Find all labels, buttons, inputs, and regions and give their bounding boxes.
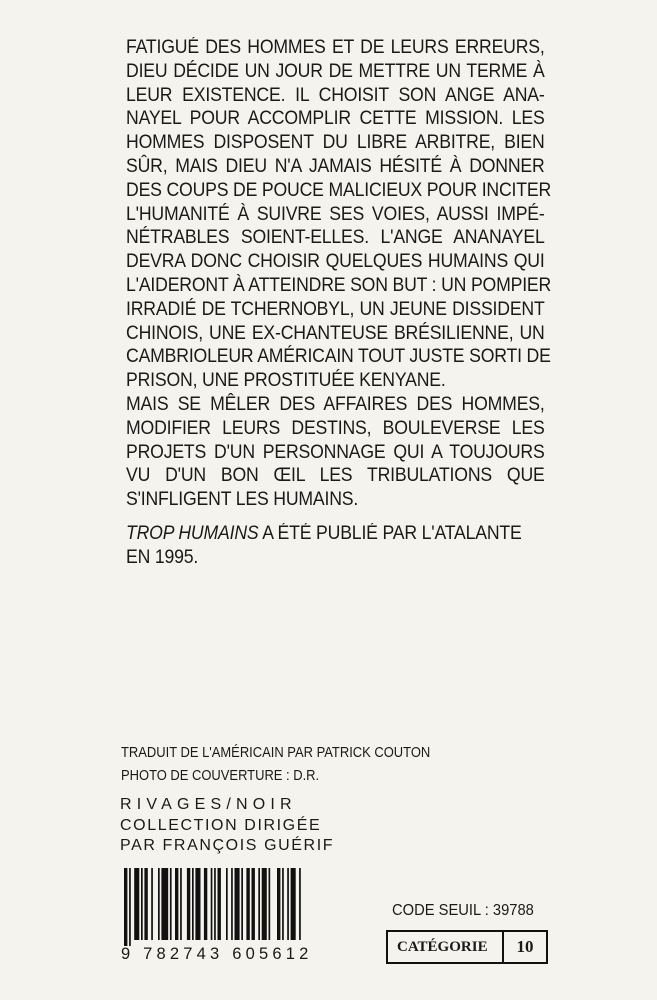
- barcode-bar: [151, 868, 153, 940]
- blurb-line: IRRADIÉ DE TCHERNOBYL, UN JEUNE DISSIDENT: [126, 298, 545, 320]
- translator-credit: TRADUIT DE L'AMÉRICAIN PAR PATRICK COUTON: [121, 745, 431, 761]
- blurb-line: PROJETS D'UN PERSONNAGE QUI A TOUJOURS: [126, 441, 545, 463]
- barcode-bar: [192, 868, 194, 940]
- barcode-bar: [299, 868, 301, 940]
- barcode-bar: [218, 868, 221, 940]
- barcode-bar: [246, 868, 249, 940]
- blurb-line: HOMMES DISPOSENT DU LIBRE ARBITRE, BIEN: [126, 132, 545, 154]
- blurb-line: S'INFLIGENT LES HUMAINS.: [126, 489, 359, 511]
- blurb-line: CHINOIS, UNE EX-CHANTEUSE BRÉSILIENNE, UN: [126, 322, 545, 344]
- categorie-label: CATÉGORIE: [388, 932, 504, 962]
- barcode-bar: [226, 868, 228, 940]
- publication-note: [126, 522, 522, 570]
- blurb-line: PRISON, UNE PROSTITUÉE KENYANE.: [126, 370, 446, 392]
- barcode-digits: 9 782743 605612: [121, 945, 313, 963]
- blurb-line: NAYEL POUR ACCOMPLIR CETTE MISSION. LES: [126, 108, 545, 130]
- credits: [121, 742, 430, 787]
- barcode-bar: [144, 868, 147, 940]
- barcode-bar: [269, 868, 271, 940]
- barcode-bar: [282, 868, 284, 940]
- blurb-line: NÉTRABLES SOIENT-ELLES. L'ANGE ANANAYEL: [126, 227, 545, 249]
- blurb-line: DIEU DÉCIDE UN JOUR DE METTRE UN TERME À: [126, 60, 545, 82]
- barcode-bar: [180, 868, 182, 940]
- blurb-line: L'HUMANITÉ À SUIVRE SES VOIES, AUSSI IMPÉ-: [126, 203, 545, 225]
- categorie-value: 10: [516, 937, 534, 956]
- barcode-bar: [287, 868, 289, 940]
- barcode-bar: [262, 868, 267, 940]
- barcode-bar: [252, 868, 255, 940]
- barcode-bar: [277, 868, 280, 940]
- blurb-line: L'AIDERONT À ATTEINDRE SON BUT : UN POMPIER: [126, 274, 552, 296]
- publication-line: A ÉTÉ PUBLIÉ PAR L'ATALANTE: [258, 523, 522, 544]
- blurb-line: SÛR, MAIS DIEU N'A JAMAIS HÉSITÉ À DONNER: [126, 155, 545, 177]
- collection-info: [120, 795, 334, 857]
- publication-year-line: EN 1995.: [126, 547, 199, 568]
- barcode-bar: [129, 868, 131, 946]
- barcode-bar: [187, 868, 190, 940]
- barcode-bar: [204, 868, 207, 940]
- barcode-bar: [141, 868, 143, 940]
- code-seuil: CODE SEUIL : 39788: [392, 902, 534, 919]
- barcode-bar: [211, 868, 213, 940]
- blurb-line: DES COUPS DE POUCE MALICIEUX POUR INCITER: [126, 179, 552, 201]
- barcode-bar: [291, 868, 296, 940]
- barcode-bar: [161, 868, 168, 940]
- blurb-line: MODIFIER LEURS DESTINS, BOULEVERSE LES: [126, 417, 545, 439]
- collection-line: COLLECTION DIRIGÉE: [120, 816, 322, 834]
- barcode-bar: [235, 868, 240, 940]
- barcode-bar: [258, 868, 260, 940]
- blurb-line: LEUR EXISTENCE. IL CHOISIT SON ANGE ANA-: [126, 84, 545, 106]
- collection-brand: RIVAGES/NOIR: [120, 796, 297, 813]
- barcode-bar: [214, 868, 216, 940]
- barcode-bar: [134, 868, 139, 940]
- barcode-bar: [124, 868, 127, 946]
- categorie-box: [386, 930, 548, 964]
- blurb-line: FATIGUÉ DES HOMMES ET DE LEURS ERREURS,: [126, 37, 545, 58]
- book-title: TROP HUMAINS: [126, 523, 259, 544]
- barcode-bar: [158, 868, 160, 940]
- barcode-bar: [175, 868, 178, 940]
- blurb-line: VU D'UN BON ŒIL LES TRIBULATIONS QUE: [126, 465, 545, 487]
- barcode-bar: [231, 868, 233, 940]
- barcode-bar: [241, 868, 243, 940]
- barcode-bar: [195, 868, 200, 940]
- barcode-bars: [120, 868, 306, 946]
- blurb-line: MAIS SE MÊLER DES AFFAIRES DES HOMMES,: [126, 393, 545, 415]
- blurb-line: CAMBRIOLEUR AMÉRICAIN TOUT JUSTE SORTI DE: [126, 346, 551, 368]
- barcode-bar: [170, 868, 172, 940]
- blurb-line: DEVRA DONC CHOISIR QUELQUES HUMAINS QUI: [126, 251, 545, 273]
- back-cover-blurb: [126, 36, 552, 512]
- cover-photo-credit: PHOTO DE COUVERTURE : D.R.: [121, 767, 320, 784]
- collection-director: PAR FRANÇOIS GUÉRIF: [120, 837, 335, 854]
